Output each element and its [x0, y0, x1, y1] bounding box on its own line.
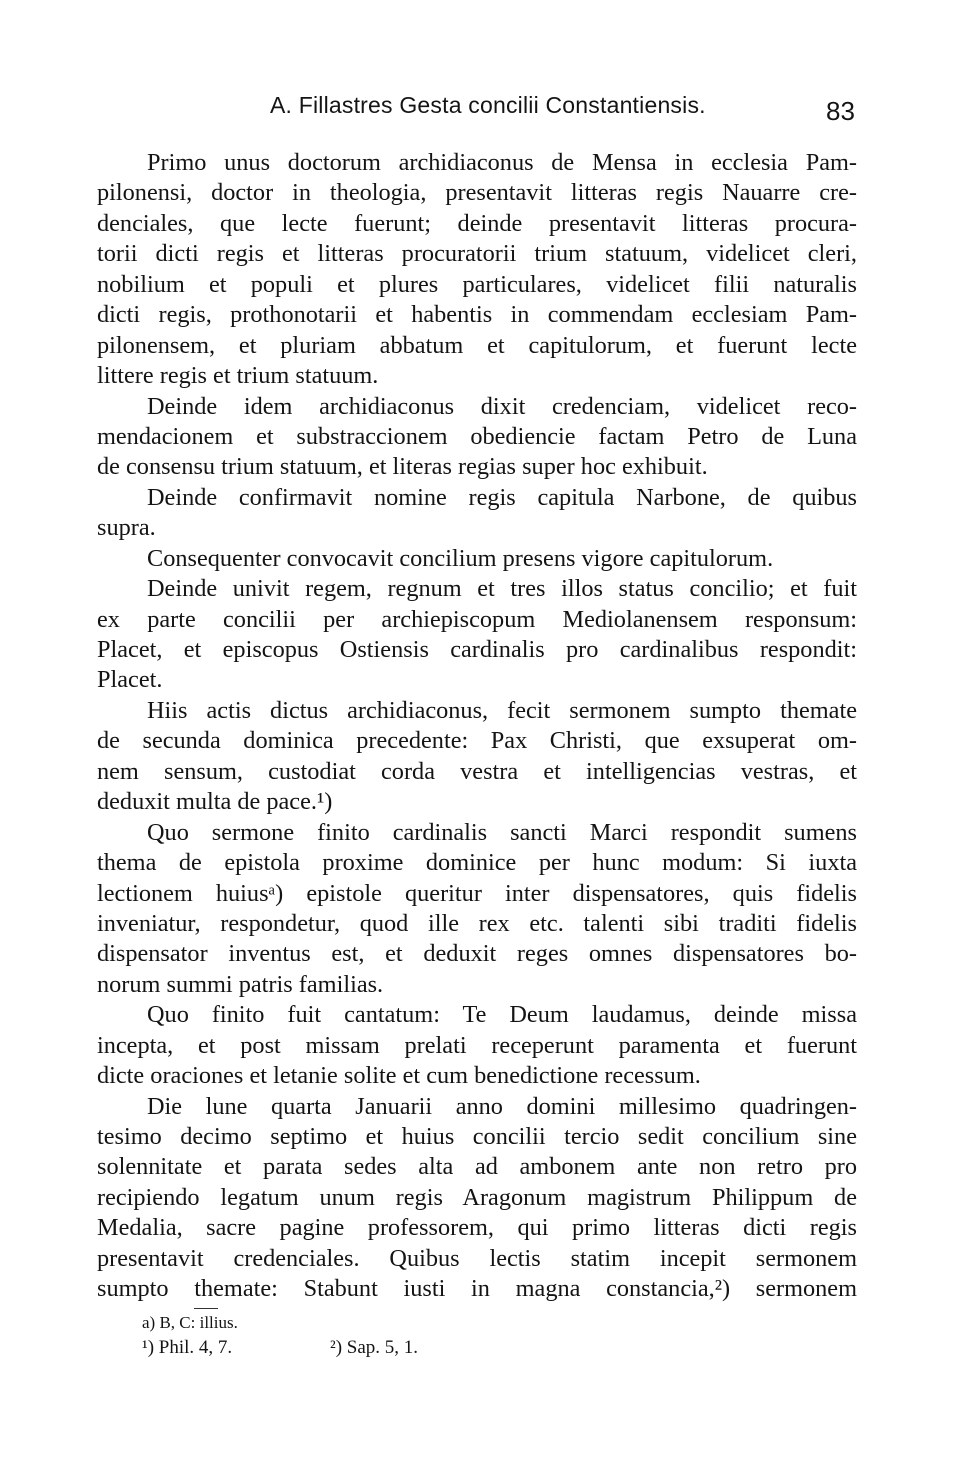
text-line: denciales, que lecte fuerunt; deinde presentavit litteras procura- — [97, 209, 857, 237]
text-line: Die lune quarta Januarii anno domini millesimo quadringen- — [147, 1092, 857, 1120]
text-line: dicte oraciones et letanie solite et cum benedictione recessum. — [97, 1062, 701, 1090]
text-line: Quo sermone finito cardinalis sancti Marci respondit sumens — [147, 818, 857, 846]
text-line: Placet. — [97, 666, 163, 694]
text-line: Primo unus doctorum archidiaconus de Mensa in ecclesia Pam- — [147, 149, 857, 176]
text-line: lectionem huiusᵃ) epistole queritur inter dispensatores, quis fidelis — [97, 879, 857, 907]
running-head: A. Fillastres Gesta concilii Constantiensis. — [270, 92, 706, 118]
text-line: Medalia, sacre pagine professorem, qui primo litteras dicti regis — [97, 1214, 857, 1242]
text-line: de secunda dominica precedente: Pax Christi, que exsuperat om- — [97, 727, 857, 755]
text-line: pilonensem, et pluriam abbatum et capitulorum, et fuerunt lecte — [97, 331, 857, 359]
text-line: deduxit multa de pace.¹) — [97, 788, 333, 816]
text-line: norum summi patris familias. — [97, 970, 384, 998]
footnote-2: ²) Sap. 5, 1. — [330, 1337, 419, 1358]
text-line: nem sensum, custodiat corda vestra et intelligencias vestras, et — [97, 757, 857, 785]
footnote-rule — [194, 1308, 218, 1309]
text-line: pilonensi, doctor in theologia, presentavit litteras regis Nauarre cre- — [97, 179, 857, 207]
text-line: incepta, et post missam prelati receperunt paramenta et fuerunt — [97, 1031, 857, 1059]
text-line: supra. — [97, 514, 156, 542]
text-line: littere regis et trium statuum. — [97, 362, 379, 390]
text-line: mendacionem et substraccionem obediencie factam Petro de Luna — [97, 422, 857, 450]
page-number: 83 — [826, 96, 855, 126]
text-line: torii dicti regis et litteras procuratorii trium statuum, videlicet cleri, — [97, 240, 857, 268]
text-line: nobilium et populi et plures particulares, videlicet filii naturalis — [97, 270, 857, 298]
body-text — [97, 148, 857, 1305]
text-line: Deinde confirmavit nomine regis capitula Narbone, de quibus — [147, 483, 857, 511]
text-line: solennitate et parata sedes alta ad ambonem ante non retro pro — [97, 1153, 857, 1181]
text-line: Placet, et episcopus Ostiensis cardinalis pro cardinalibus respondit: — [97, 636, 857, 663]
footnote-variant-a: a) B, C: illius. — [142, 1313, 238, 1332]
text-line: presentavit credenciales. Quibus lectis statim incepit sermonem — [97, 1244, 857, 1272]
text-line: recipiendo legatum unum regis Aragonum magistrum Philippum de — [97, 1183, 857, 1211]
text-line: Consequenter convocavit concilium presens vigore capitulorum. — [147, 544, 774, 572]
page-header — [0, 92, 960, 132]
text-line: inveniatur, respondetur, quod ille rex etc. talenti sibi traditi fidelis — [97, 909, 857, 937]
text-line: ex parte concilii per archiepiscopum Mediolanensem responsum: — [97, 605, 857, 633]
text-line: Hiis actis dictus archidiaconus, fecit sermonem sumpto themate — [147, 696, 857, 724]
footnote-1: ¹) Phil. 4, 7. — [142, 1337, 233, 1358]
text-line: Deinde idem archidiaconus dixit credenciam, videlicet reco- — [147, 392, 857, 420]
text-line: Deinde univit regem, regnum et tres illos status concilio; et fuit — [147, 575, 857, 603]
text-line: dicti regis, prothonotarii et habentis in commendam ecclesiam Pam- — [97, 301, 857, 329]
text-line: dispensator inventus est, et deduxit reges omnes dispensatores bo- — [97, 940, 857, 968]
text-line: sumpto themate: Stabunt iusti in magna constancia,²) sermonem — [97, 1275, 857, 1303]
text-line: tesimo decimo septimo et huius concilii tercio sedit concilium sine — [97, 1123, 857, 1150]
text-line: Quo finito fuit cantatum: Te Deum laudamus, deinde missa — [147, 1001, 857, 1029]
text-line: de consensu trium statuum, et literas regias super hoc exhibuit. — [97, 453, 708, 481]
text-line: thema de epistola proxime dominice per hunc modum: Si iuxta — [97, 849, 857, 877]
